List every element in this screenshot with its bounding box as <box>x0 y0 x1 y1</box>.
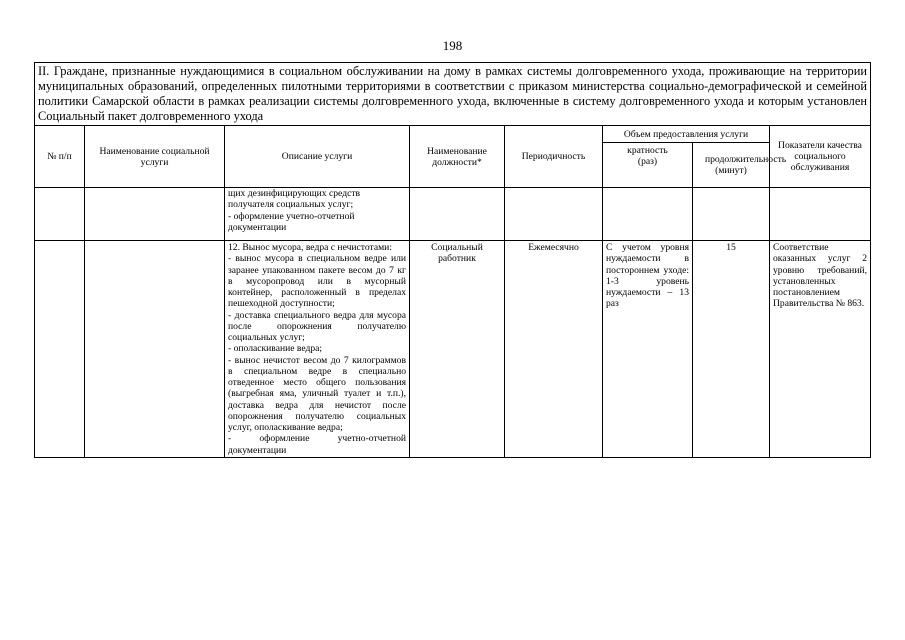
row-periodicity-cell: Ежемесячно <box>505 241 603 458</box>
description-line: - оформление учетно-отчетной документации <box>228 433 406 456</box>
row-quality-cell: Соответствие оказанных услуг 2 уровню требований, установленных постановлением Правительства № 863. <box>770 241 871 458</box>
row-periodicity-cell <box>505 188 603 241</box>
row-description-cell <box>225 241 410 458</box>
row-duration-cell: 15 <box>693 241 770 458</box>
header-position: Наименование должности* <box>410 126 505 188</box>
services-table <box>34 62 871 458</box>
header-service-name: Наименование социальной услуги <box>85 126 225 188</box>
section-title-row <box>35 63 871 126</box>
row-service-name-cell <box>85 188 225 241</box>
description-line: - вынос мусора в специальном ведре или заранее упакованном пакете весом до 7 кг в мусоропровод или в мусорный контейнер, расположенный в пределах пешеходной доступности; <box>228 253 406 310</box>
header-volume: Объем предоставления услуги <box>603 126 770 143</box>
row-quality-cell <box>770 188 871 241</box>
header-periodicity: Периодичность <box>505 126 603 188</box>
header-row-1 <box>35 126 871 143</box>
row-frequency-cell: С учетом уровня нуждаемости в постороннем уходе: 1-3 уровень нуждаемости – 13 раз <box>603 241 693 458</box>
page-number: 198 <box>442 38 463 53</box>
header-frequency: кратность (раз) <box>603 143 693 188</box>
description-line: документации <box>228 221 287 233</box>
table-row <box>35 188 871 241</box>
header-duration: продолжительность (минут) <box>693 143 770 188</box>
description-line: - вынос нечистот весом до 7 килограммов в специальном ведре в специально отведенное место общего пользования (выгребная яма, уличный туалет и т.п.), доставка ведра для нечистот после опорожнения получателю социальных услуг, ополаскивание ведра; <box>228 354 406 433</box>
row-position-cell <box>410 188 505 241</box>
row-description-cell <box>225 188 410 241</box>
description-line: - ополаскивание ведра; <box>228 343 323 355</box>
row-frequency-cell <box>603 188 693 241</box>
row-num-cell <box>35 241 85 458</box>
header-description: Описание услуги <box>225 126 410 188</box>
header-quality: Показатели качества социального обслуживания <box>770 126 871 188</box>
table-row <box>35 241 871 458</box>
description-line: - оформление учетно-отчетной <box>228 210 355 222</box>
row-service-name-cell <box>85 241 225 458</box>
description-line: получателя социальных услуг; <box>228 199 354 211</box>
row-num-cell <box>35 188 85 241</box>
row-position-cell: Социальный работник <box>410 241 505 458</box>
header-num: № п/п <box>35 126 85 188</box>
section-title: II. Граждане, признанные нуждающимися в социальном обслуживании на дому в рамках системы долговременного ухода, проживающие на территории муниципальных образований, определенных пилотными территориями в соответствии с приказом министерства социально-демографической и семейной политики Самарской области в рамках реализации системы долговременного ухода, включенные в систему долговременного ухода и которым установлен Социальный пакет долговременного ухода <box>35 63 871 126</box>
description-line: 12. Вынос мусора, ведра с нечистотами: <box>228 242 392 253</box>
description-line: - доставка специального ведра для мусора после опорожнения получателю социальных услуг; <box>228 309 406 343</box>
row-duration-cell <box>693 188 770 241</box>
description-line: щих дезинфицирующих средств <box>228 188 361 199</box>
